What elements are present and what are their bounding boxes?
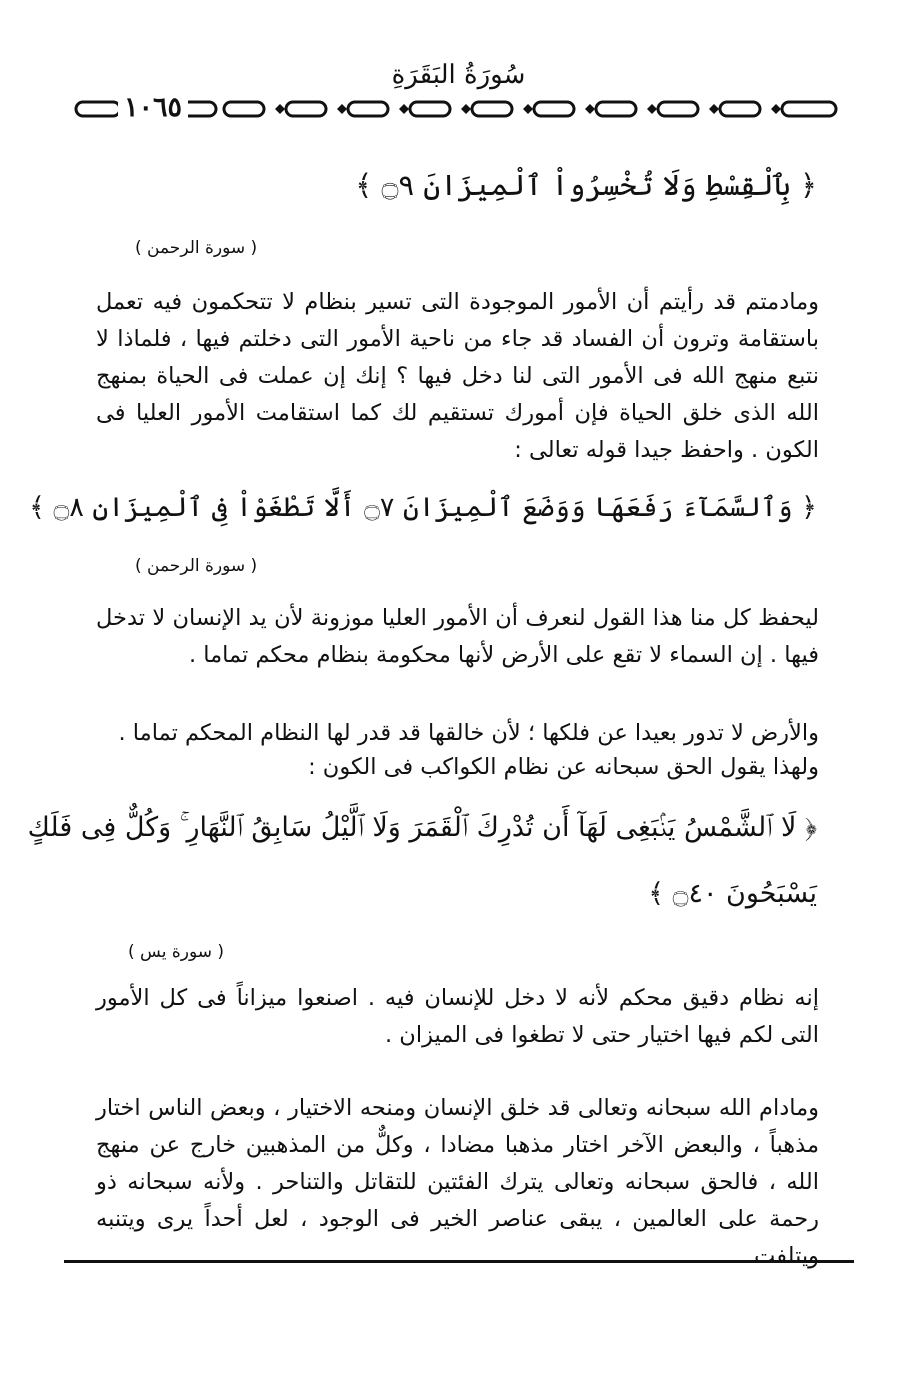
paragraph-5-text: ومادام الله سبحانه وتعالى قد خلق الإنسان ومنحه الاختيار ، وبعض الناس اختار مذهباً ، والبعض الآخر اختار مذهبا مضادا ، وكلٌّ من المذهبين خارج عن منهج الله ، فالحق سبحانه وتعالى يترك الفئتين للتقاتل والتناحر . ولأنه سبحانه ذو رحمة على العالمين ، يبقى عناصر الخير فى الوجود ، لعل أحداً يرى ويتنبه ويتلفت — [96, 1095, 819, 1269]
surah-reference-1: ( سورة الرحمن ) — [135, 238, 258, 258]
quran-verse-2: ﴿ وَٱلسَّمَآءَ رَفَعَهَا وَوَضَعَ ٱلْمِيزَانَ ۝٧ أَلَّا تَطْغَوْاْ فِى ٱلْمِيزَانِ ۝٨ ﴾ — [29, 492, 817, 523]
paragraph-1 — [96, 284, 819, 469]
paragraph-3-line-2: ولهذا يقول الحق سبحانه عن نظام الكواكب فى الكون : — [308, 754, 819, 780]
footer-rule — [64, 1260, 854, 1263]
paragraph-3 — [96, 716, 819, 784]
quran-verse-3-line-2: يَسْبَحُونَ ۝٤٠ ﴾ — [648, 878, 817, 909]
quran-verse-3-line-1: ﴿ لَا ٱلشَّمْسُ يَنۢبَغِى لَهَآ أَن تُدْرِكَ ٱلْقَمَرَ وَلَا ٱلَّيْلُ سَابِقُ ٱلنَّهَارِ ۚ وَكُلٌّ فِى فَلَكٍ — [27, 812, 817, 843]
paragraph-4-text: إنه نظام دقيق محكم لأنه لا دخل للإنسان فيه . اصنعوا ميزاناً فى كل الأمور التى لكم فيها اختيار حتى لا تطغوا فى الميزان . — [96, 985, 819, 1048]
header-ornament-band — [74, 94, 844, 124]
paragraph-5 — [96, 1090, 819, 1275]
surah-reference-2: ( سورة الرحمن ) — [135, 556, 258, 576]
page-number: ١٠٦٥ — [118, 92, 188, 123]
paragraph-2-text: ليحفظ كل منا هذا القول لنعرف أن الأمور العليا موزونة لأن يد الإنسان لا تدخل فيها . إن السماء لا تقع على الأرض لأنها محكومة بنظام محكم تماما . — [96, 605, 819, 668]
quran-verse-1: ﴿ بِٱلْقِسْطِ وَلَا تُخْسِرُواْ ٱلْمِيزَانَ ۝٩ ﴾ — [355, 168, 817, 202]
paragraph-3-line-1: والأرض لا تدور بعيدا عن فلكها ؛ لأن خالقها قد قدر لها النظام المحكم تماما . — [118, 720, 819, 746]
paragraph-1-text: ومادمتم قد رأيتم أن الأمور الموجودة التى تسير بنظام لا تتحكمون فيه تعمل باستقامة وترون أن الفساد قد جاء من ناحية الأمور التى دخلتم فيها ، فلماذا لا نتبع منهج الله فى الأمور التى لنا دخل فيها ؟ إنك إن عملت فى الحياة بمنهج الله الذى خلق الحياة فإن أمورك تستقيم لك كما استقامت الأمور العليا فى الكون . واحفظ جيدا قوله تعالى : — [96, 289, 819, 463]
surah-title: سُورَةُ البَقَرَةِ — [391, 60, 526, 90]
paragraph-4 — [96, 980, 819, 1054]
paragraph-2 — [96, 600, 819, 674]
surah-reference-3: ( سورة يس ) — [128, 942, 225, 962]
